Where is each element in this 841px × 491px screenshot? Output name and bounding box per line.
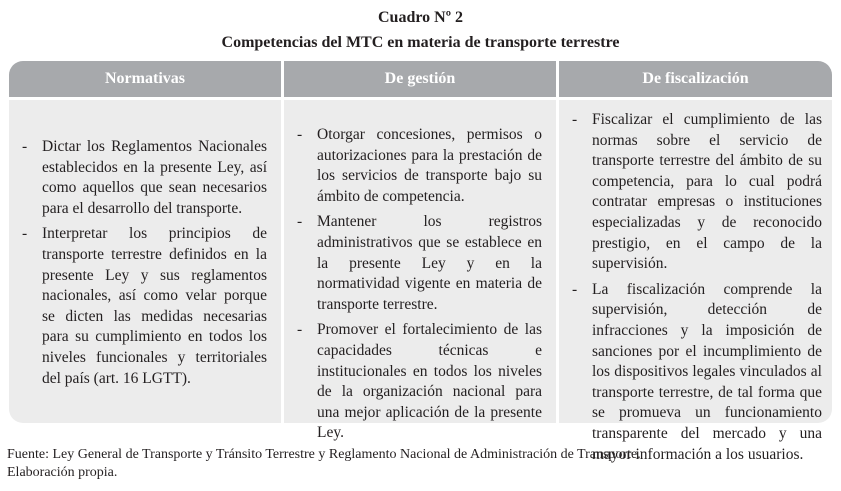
list-item [20, 137, 267, 219]
table-title: Competencias del MTC en materia de transporte terrestre [221, 34, 620, 51]
item-text: Otorgar concesiones, permisos o autorizaciones para la prestación de los servicios de transporte bajo su ámbito de competencia. [317, 126, 542, 205]
list-item [295, 212, 542, 315]
list-item [295, 320, 542, 444]
list-item [570, 280, 822, 465]
column-header-gestion: De gestión [384, 70, 456, 87]
bullet-dash: - [572, 280, 578, 298]
source-note: Fuente: Ley General de Transporte y Tránsito Terrestre y Reglamento Nacional de Administración de Transporte. [7, 447, 641, 462]
column-normativas [9, 100, 281, 423]
bullet-dash: - [297, 321, 303, 339]
item-text: Mantener los registros administrativos que se establece en la presente Ley y en la normatividad vigente en materia de transporte terrestre. [317, 213, 542, 313]
column-divider [281, 61, 284, 423]
list-item [570, 110, 822, 275]
gestion-list [295, 125, 542, 444]
item-text: Promover el fortalecimiento de las capacidades técnicas e institucionales en todos los niveles de la organización nacional para una mejor aplicación de la presente Ley. [317, 321, 542, 442]
bullet-dash: - [297, 213, 303, 231]
item-text: La fiscalización comprende la supervisión, detección de infracciones y la imposición de sanciones por el incumplimiento de los dispositivos legales vinculados al transporte terrestre, de tal forma que se promueva un funcionamiento transparente del mercado y una mayor información a los usuarios. [592, 280, 822, 463]
normativas-list [20, 137, 267, 389]
column-header-normativas: Normativas [105, 70, 185, 87]
bullet-dash: - [22, 225, 28, 243]
column-fiscalizacion [559, 100, 832, 463]
item-text: Fiscalizar el cumplimiento de las normas sobre el servicio de transporte terrestre del ámbito de su competencia, para lo cual podrá contratar empresas o instituciones especializadas y de reconocido prestigio, en el campo de la supervisión. [592, 111, 822, 273]
column-header-fiscalizacion: De fiscalización [642, 70, 749, 87]
fiscalizacion-list [570, 110, 822, 465]
item-text: Dictar los Reglamentos Nacionales establecidos en la presente Ley, así como aquellos que sean necesarios para el desarrollo del transporte. [42, 138, 267, 217]
list-item [295, 125, 542, 207]
bullet-dash: - [572, 111, 578, 128]
column-divider [556, 61, 559, 423]
item-text: Interpretar los principios de transporte terrestre definidos en la presente Ley y sus reglamentos nacionales, así como velar porque se dicten las medidas necesarias para su cumplimiento en todos los niveles funcionales y territoriales del país (art. 16 LGTT). [42, 225, 267, 387]
column-gestion [284, 100, 556, 442]
table-number: Cuadro Nº 2 [378, 9, 463, 26]
bullet-dash: - [297, 126, 303, 143]
list-item [20, 224, 267, 389]
table-header-row [9, 61, 832, 97]
authorship-note: Elaboración propia. [7, 465, 118, 480]
bullet-dash: - [22, 138, 28, 155]
